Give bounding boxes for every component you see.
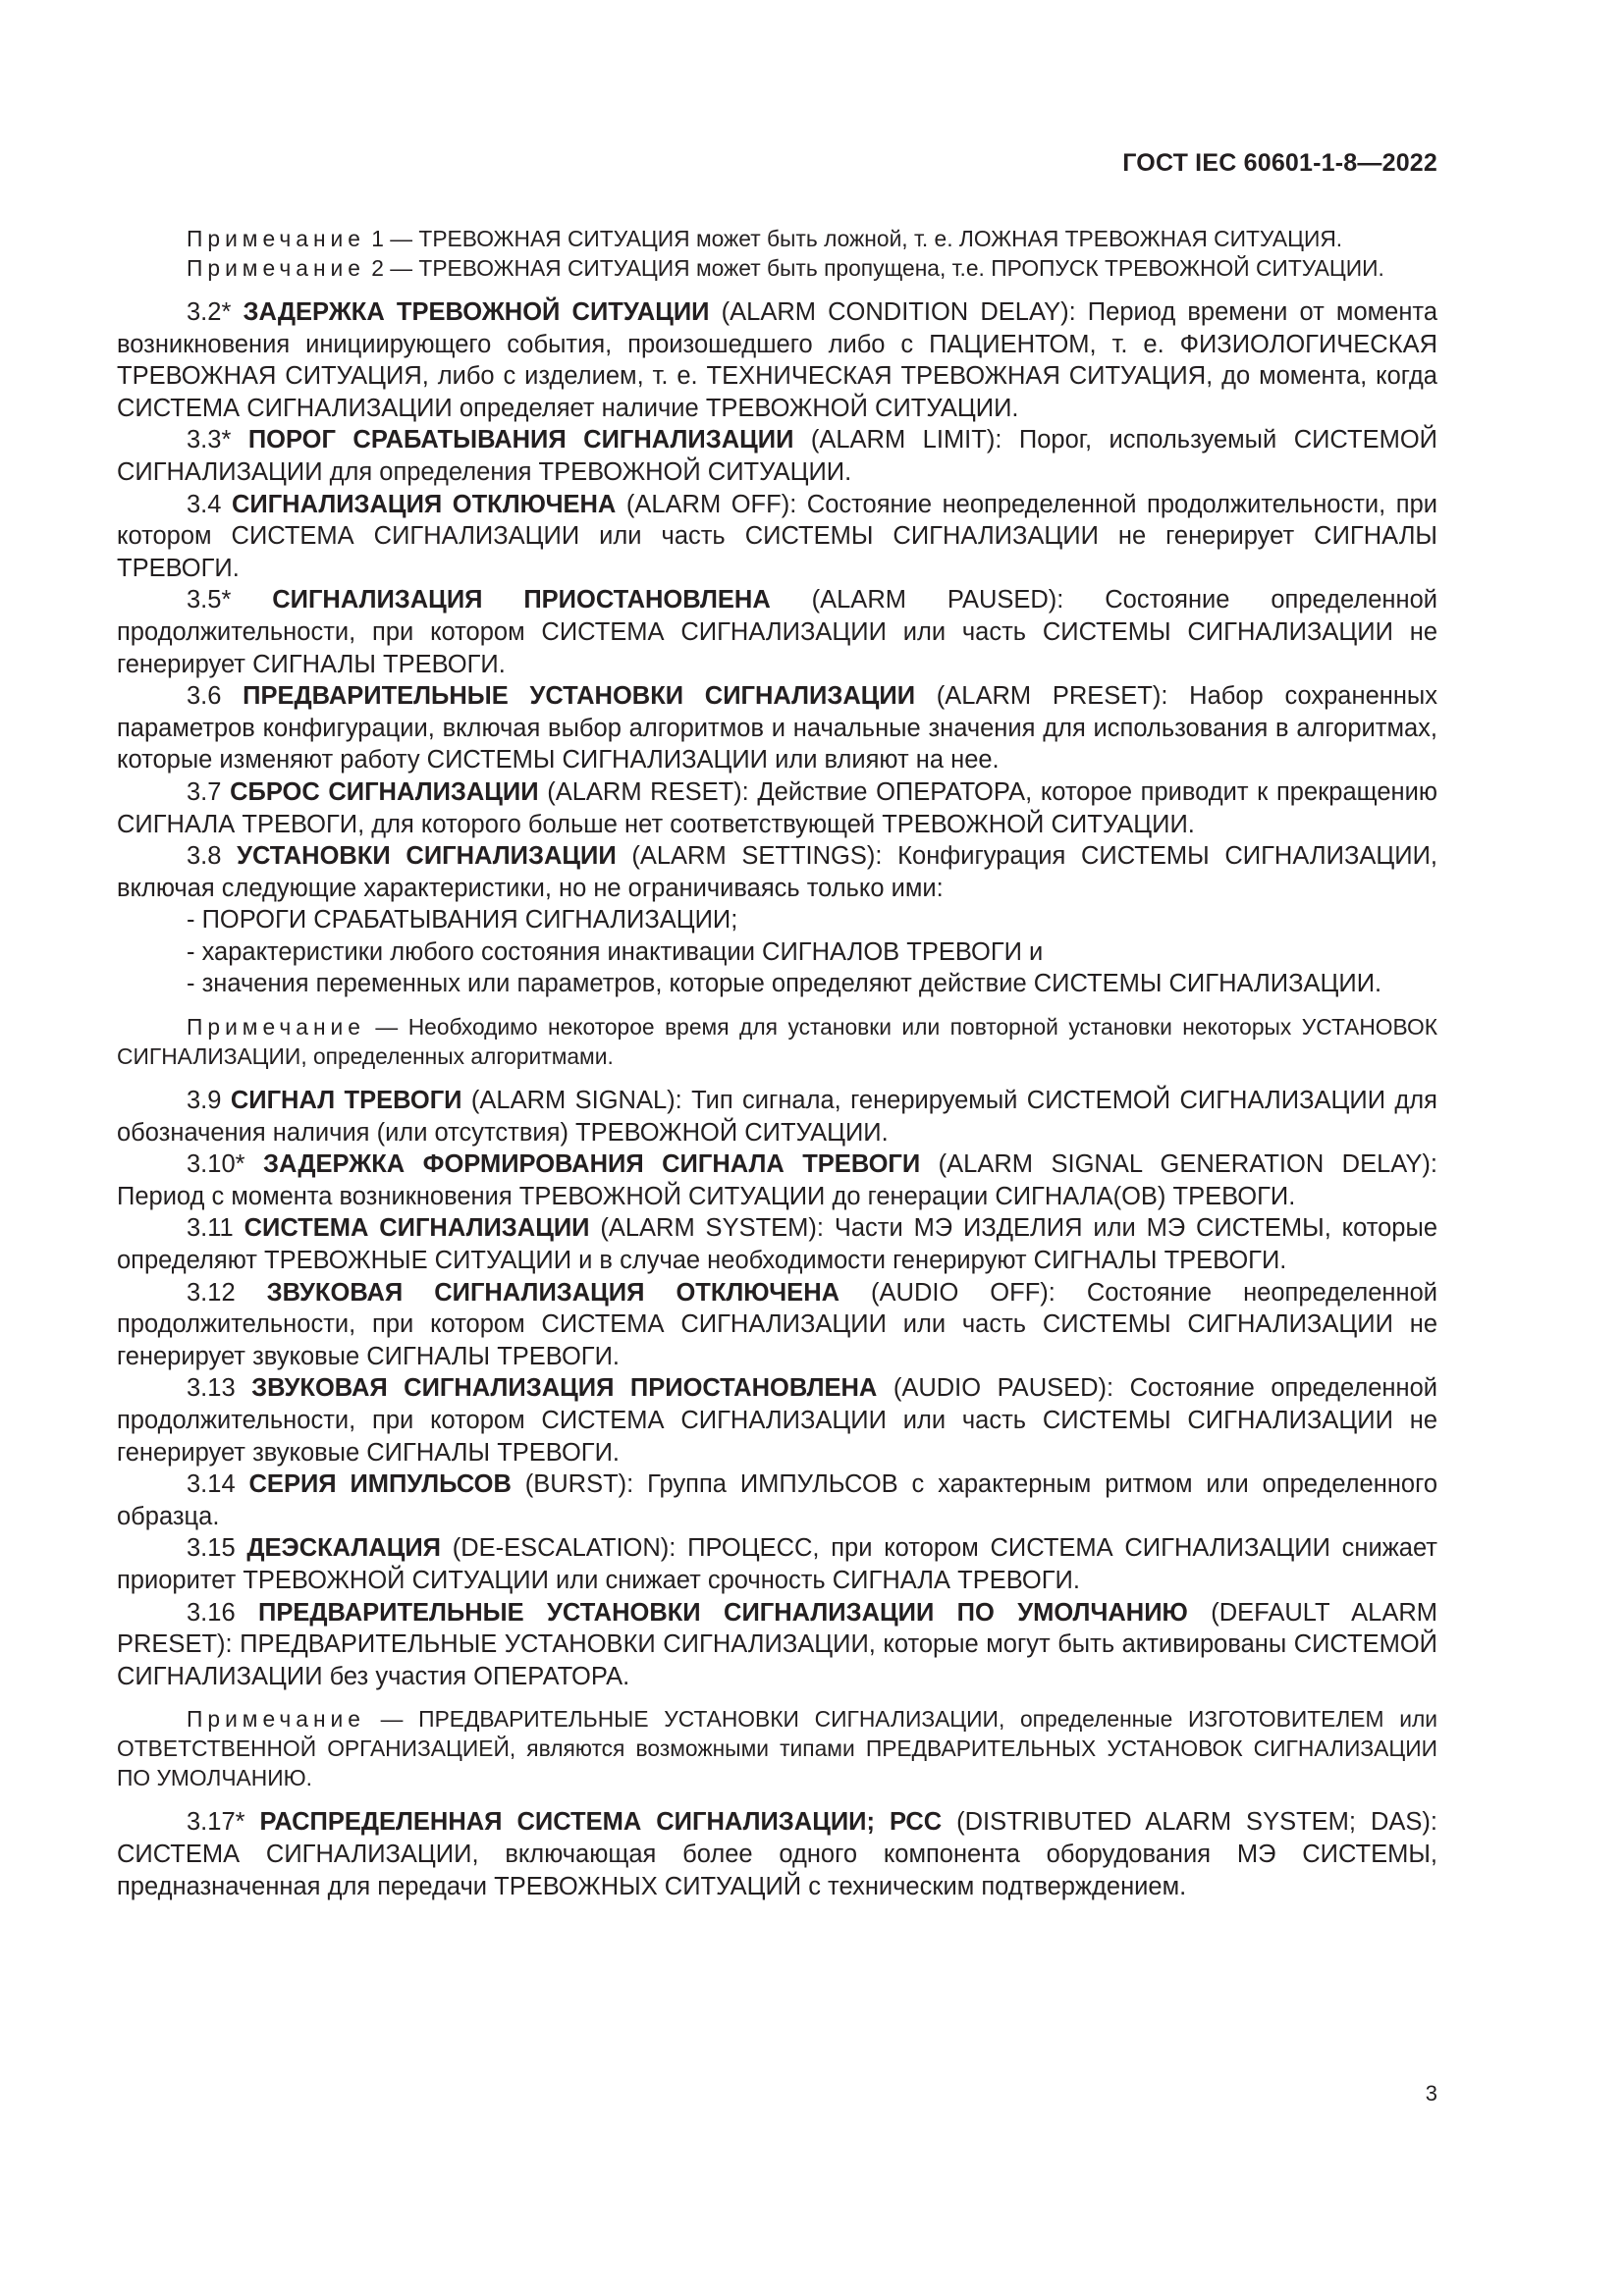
definition-3-16	[117, 1597, 1437, 1693]
note-text: — ПРЕДВАРИТЕЛЬНЫЕ УСТАНОВКИ СИГНАЛИЗАЦИИ, определенные ИЗГОТОВИТЕЛЕМ или ОТВЕТСТВЕННОЙ ОРГАНИЗАЦИЕЙ, являются возможными типами ПРЕДВАРИТЕЛЬНЫХ УСТАНОВОК СИГНАЛИЗАЦИИ ПО УМОЛЧАНИЮ.	[117, 1706, 1437, 1791]
clause-number: 3.12	[187, 1278, 267, 1307]
definition-3-3	[117, 424, 1437, 488]
clause-number: 3.10*	[187, 1150, 264, 1179]
clause-number: 3.17*	[187, 1808, 260, 1837]
term: ПРЕДВАРИТЕЛЬНЫЕ УСТАНОВКИ СИГНАЛИЗАЦИИ ПО УМОЛЧАНИЮ	[258, 1598, 1188, 1627]
note-text: 1 — ТРЕВОЖНАЯ СИТУАЦИЯ может быть ложной, т. е. ЛОЖНАЯ ТРЕВОЖНАЯ СИТУАЦИЯ.	[364, 226, 1343, 251]
document-header: ГОСТ IEC 60601-1-8—2022	[1122, 149, 1437, 177]
note-3-16	[117, 1704, 1437, 1792]
note-text: 2 — ТРЕВОЖНАЯ СИТУАЦИЯ может быть пропущена, т.е. ПРОПУСК ТРЕВОЖНОЙ СИТУАЦИИ.	[364, 255, 1384, 281]
definition-3-15	[117, 1532, 1437, 1596]
definition-3-8	[117, 840, 1437, 904]
definition-3-7	[117, 776, 1437, 840]
definition-text: (ALARM SYSTEM): Части МЭ ИЗДЕЛИЯ или МЭ СИСТЕМЫ, которые определяют ТРЕВОЖНЫЕ СИТУАЦИИ и в случае необходимости генерируют СИГНАЛЫ ТРЕВОГИ.	[117, 1214, 1437, 1275]
clause-number: 3.7	[187, 777, 231, 806]
definition-3-14	[117, 1468, 1437, 1532]
term: ДЕЭСКАЛАЦИЯ	[246, 1534, 441, 1563]
definition-text: (ALARM RESET): Действие ОПЕРАТОРА, которое приводит к прекращению СИГНАЛА ТРЕВОГИ, для которого больше нет соответствующей ТРЕВОЖНОЙ СИТУАЦИИ.	[117, 777, 1437, 838]
clause-number: 3.5*	[187, 586, 273, 614]
clause-number: 3.9	[187, 1087, 231, 1115]
definition-text: (DEFAULT ALARM PRESET): ПРЕДВАРИТЕЛЬНЫЕ УСТАНОВКИ СИГНАЛИЗАЦИИ, которые могут быть активированы СИСТЕМОЙ СИГНАЛИЗАЦИИ без участия ОПЕРАТОРА.	[117, 1598, 1438, 1690]
note-label: Примечание	[187, 255, 365, 281]
definition-text: (AUDIO OFF): Состояние неопределенной продолжительности, при котором СИСТЕМА СИГНАЛИЗАЦИИ или часть СИСТЕМЫ СИГНАЛИЗАЦИИ не генерирует звуковые СИГНАЛЫ ТРЕВОГИ.	[117, 1278, 1437, 1370]
term: ЗВУКОВАЯ СИГНАЛИЗАЦИЯ ПРИОСТАНОВЛЕНА	[251, 1374, 878, 1403]
clause-number: 3.13	[187, 1374, 252, 1403]
definition-3-10	[117, 1148, 1437, 1212]
term: ПОРОГ СРАБАТЫВАНИЯ СИГНАЛИЗАЦИИ	[247, 426, 794, 454]
list-item: - характеристики любого состояния инактивации СИГНАЛОВ ТРЕВОГИ и	[187, 937, 1044, 966]
term: СИГНАЛИЗАЦИЯ ОТКЛЮЧЕНА	[231, 490, 617, 518]
term: УСТАНОВКИ СИГНАЛИЗАЦИИ	[237, 842, 617, 871]
note-label: Примечание	[187, 226, 365, 251]
note-3-8	[117, 1012, 1437, 1071]
definition-text: (ALARM SIGNAL): Тип сигнала, генерируемый СИСТЕМОЙ СИГНАЛИЗАЦИИ для обозначения наличия (или отсутствия) ТРЕВОЖНОЙ СИТУАЦИИ.	[117, 1087, 1437, 1147]
definition-3-12	[117, 1277, 1437, 1373]
note-2	[117, 253, 1437, 283]
note-text: — Необходимо некоторое время для установки или повторной установки некоторых УСТАНОВОК СИГНАЛИЗАЦИИ, определенных алгоритмами.	[117, 1014, 1437, 1070]
definition-text: (DE-ESCALATION): ПРОЦЕСС, при котором СИСТЕМА СИГНАЛИЗАЦИИ снижает приоритет ТРЕВОЖНОЙ СИТУАЦИИ или снижает срочность СИГНАЛА ТРЕВОГИ.	[117, 1534, 1437, 1594]
definition-text: (BURST): Группа ИМПУЛЬСОВ с характерным ритмом или определенного образца.	[117, 1470, 1438, 1530]
note-label: Примечание	[187, 1014, 365, 1041]
definition-text: (ALARM LIMIT): Порог, используемый СИСТЕМОЙ СИГНАЛИЗАЦИИ для определения ТРЕВОЖНОЙ СИТУАЦИИ.	[117, 426, 1437, 486]
definition-text: (ALARM PRESET): Набор сохраненных параметров конфигурации, включая выбор алгоритмов и начальные значения для использования в алгоритмах, которые изменяют работу СИСТЕМЫ СИГНАЛИЗАЦИИ или влияют на нее.	[117, 682, 1437, 774]
clause-number: 3.4	[187, 490, 232, 518]
clause-number: 3.15	[187, 1534, 247, 1563]
definition-3-2	[117, 296, 1437, 424]
definition-text: (AUDIO PAUSED): Состояние определенной продолжительности, при котором СИСТЕМА СИГНАЛИЗАЦИИ или часть СИСТЕМЫ СИГНАЛИЗАЦИИ не генерирует звуковые СИГНАЛЫ ТРЕВОГИ.	[117, 1374, 1437, 1467]
definition-3-4	[117, 489, 1437, 585]
note-1	[117, 224, 1437, 253]
definition-3-6	[117, 680, 1437, 776]
note-label: Примечание	[187, 1706, 365, 1733]
list-item: - значения переменных или параметров, которые определяют действие СИСТЕМЫ СИГНАЛИЗАЦИИ.	[187, 970, 1382, 998]
definition-3-5	[117, 584, 1437, 680]
clause-number: 3.6	[187, 682, 244, 711]
clause-number: 3.3*	[187, 426, 248, 454]
term: СБРОС СИГНАЛИЗАЦИИ	[230, 777, 539, 806]
definition-3-11	[117, 1212, 1437, 1276]
clause-number: 3.14	[187, 1470, 249, 1499]
clause-number: 3.11	[187, 1214, 244, 1243]
definition-3-13	[117, 1372, 1437, 1468]
term: СЕРИЯ ИМПУЛЬСОВ	[248, 1470, 512, 1499]
term: СИГНАЛИЗАЦИЯ ПРИОСТАНОВЛЕНА	[272, 586, 771, 614]
term: ПРЕДВАРИТЕЛЬНЫЕ УСТАНОВКИ СИГНАЛИЗАЦИИ	[243, 682, 916, 711]
term: ЗАДЕРЖКА ФОРМИРОВАНИЯ СИГНАЛА ТРЕВОГИ	[263, 1150, 921, 1179]
list-item: - ПОРОГИ СРАБАТЫВАНИЯ СИГНАЛИЗАЦИИ;	[187, 906, 738, 934]
definition-3-17	[117, 1806, 1437, 1902]
term: СИГНАЛ ТРЕВОГИ	[230, 1087, 462, 1115]
definition-3-9	[117, 1085, 1437, 1148]
clause-number: 3.2*	[187, 298, 244, 326]
definition-text: (DISTRIBUTED ALARM SYSTEM; DAS): СИСТЕМА СИГНАЛИЗАЦИИ, включающая более одного компонента оборудования МЭ СИСТЕМЫ, предназначенная для передачи ТРЕВОЖНЫХ СИТУАЦИЙ с техническим подтверждением.	[117, 1808, 1437, 1900]
definition-text: (ALARM SIGNAL GENERATION DELAY): Период с момента возникновения ТРЕВОЖНОЙ СИТУАЦИИ до генерации СИГНАЛА(ОВ) ТРЕВОГИ.	[117, 1150, 1437, 1210]
definition-text: (ALARM OFF): Состояние неопределенной продолжительности, при котором СИСТЕМА СИГНАЛИЗАЦИИ или часть СИСТЕМЫ СИГНАЛИЗАЦИИ не генерирует СИГНАЛЫ ТРЕВОГИ.	[117, 490, 1437, 582]
term: ЗВУКОВАЯ СИГНАЛИЗАЦИЯ ОТКЛЮЧЕНА	[266, 1278, 840, 1307]
definition-text: (ALARM PAUSED): Состояние определенной продолжительности, при котором СИСТЕМА СИГНАЛИЗАЦИИ или часть СИСТЕМЫ СИГНАЛИЗАЦИИ не генерирует СИГНАЛЫ ТРЕВОГИ.	[117, 586, 1437, 678]
document-body	[117, 224, 1437, 1902]
definition-text: (ALARM SETTINGS): Конфигурация СИСТЕМЫ СИГНАЛИЗАЦИИ, включая следующие характеристики, но не ограничиваясь только ими:	[117, 842, 1437, 902]
definition-text: (ALARM CONDITION DELAY): Период времени от момента возникновения инициирующего события, произошедшего либо с ПАЦИЕНТОМ, т. е. ФИЗИОЛОГИЧЕСКАЯ ТРЕВОЖНАЯ СИТУАЦИЯ, либо с изделием, т. е. ТЕХНИЧЕСКАЯ ТРЕВОЖНАЯ СИТУАЦИЯ, до момента, когда СИСТЕМА СИГНАЛИЗАЦИИ определяет наличие ТРЕВОЖНОЙ СИТУАЦИИ.	[117, 298, 1438, 422]
clause-number: 3.16	[187, 1598, 259, 1627]
clause-number: 3.8	[187, 842, 238, 871]
term: СИСТЕМА СИГНАЛИЗАЦИИ	[244, 1214, 590, 1243]
term: ЗАДЕРЖКА ТРЕВОЖНОЙ СИТУАЦИИ	[243, 298, 710, 326]
term: РАСПРЕДЕЛЕННАЯ СИСТЕМА СИГНАЛИЗАЦИИ; РСС	[259, 1808, 943, 1837]
page-number: 3	[1425, 2081, 1437, 2106]
